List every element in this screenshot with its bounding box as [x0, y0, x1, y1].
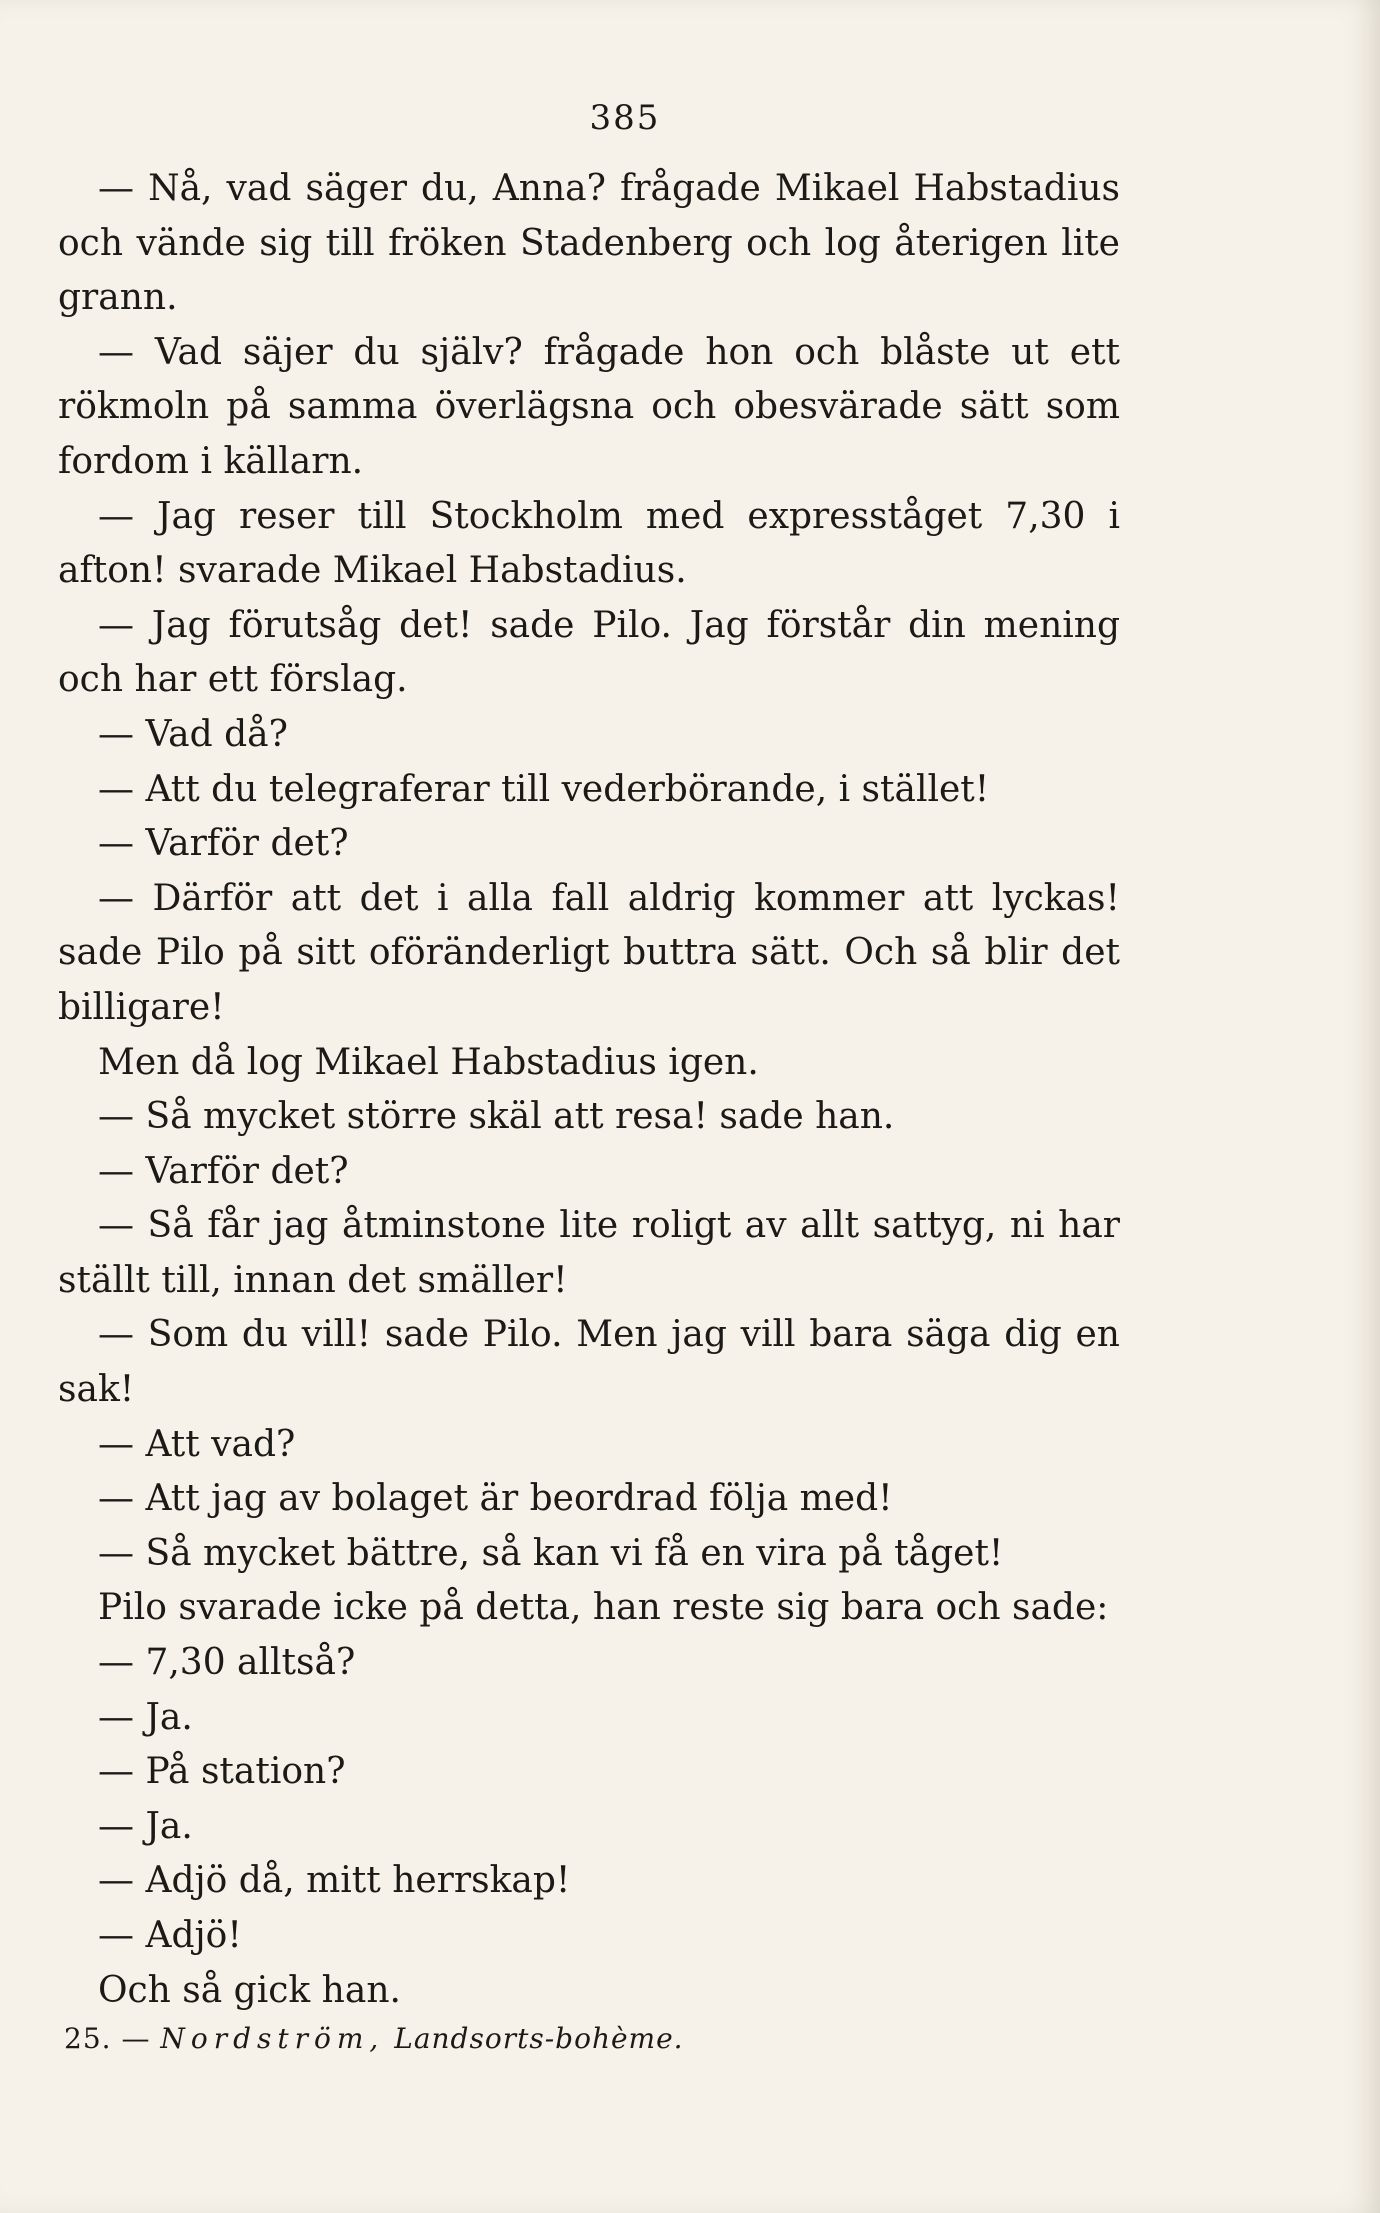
paragraph: — Att vad? [98, 1423, 296, 1465]
paragraph: — Nå, vad säger du, Anna? frågade Mikael Habstadius och vände sig till fröken Stadenberg och log återigen lite grann. [58, 168, 1120, 319]
paragraph: — 7,30 alltså? [98, 1642, 356, 1684]
paragraph: Och så gick han. [98, 1969, 401, 2011]
footer-title: Landsorts-bohème. [394, 2022, 684, 2055]
footer-author: Nordström, [160, 2022, 385, 2055]
page-number: 385 [589, 98, 661, 138]
paragraph: — På station? [98, 1751, 346, 1793]
paragraph: — Varför det? [98, 823, 349, 865]
paragraph: — Att jag av bolaget är beordrad följa med! [98, 1478, 893, 1520]
paragraph: — Att du telegraferar till vederbörande, i stället! [98, 768, 990, 810]
paragraph: — Så får jag åtminstone lite roligt av allt sattyg, ni har ställt till, innan det smäller! [58, 1205, 1120, 1301]
paragraph: — Jag förutsåg det! sade Pilo. Jag förstår din mening och har ett förslag. [58, 604, 1120, 701]
paragraph: Pilo svarade icke på detta, han reste sig bara och sade: [98, 1587, 1109, 1629]
paragraph: — Så mycket större skäl att resa! sade han. [98, 1096, 895, 1138]
paragraph: — Jag reser till Stockholm med expresståget 7,30 i afton! svarade Mikael Habstadius. [58, 495, 1120, 592]
paragraph: — Varför det? [98, 1150, 349, 1192]
paragraph: — Som du vill! sade Pilo. Men jag vill bara säga dig en sak! [58, 1314, 1120, 1411]
paragraph: — Därför att det i alla fall aldrig kommer att lyckas! sade Pilo på sitt oföränderligt buttra sätt. Och så blir det billigare! [58, 877, 1120, 1028]
body-text [58, 162, 1120, 2018]
paragraph: — Vad säjer du själv? frågade hon och blåste ut ett rökmoln på samma överlägsna och obesvärade sätt som fordom i källarn. [58, 331, 1120, 482]
paragraph: — Ja. [98, 1805, 193, 1847]
signature-line [64, 2022, 684, 2055]
paragraph: — Vad då? [98, 713, 288, 755]
paragraph: — Ja. [98, 1696, 193, 1738]
paragraph: — Adjö då, mitt herrskap! [98, 1860, 571, 1902]
paragraph: Men då log Mikael Habstadius igen. [98, 1041, 759, 1083]
paragraph: — Adjö! [98, 1915, 242, 1956]
paragraph: — Så mycket bättre, så kan vi få en vira på tåget! [98, 1532, 1004, 1574]
signature-number: 25. [64, 2022, 112, 2055]
signature-dash: — [121, 2022, 151, 2055]
